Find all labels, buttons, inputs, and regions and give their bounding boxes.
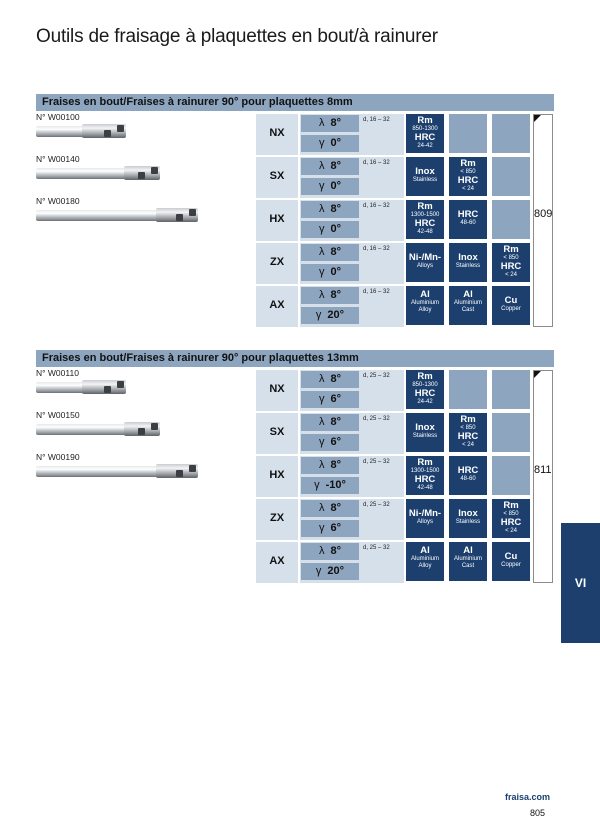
lambda-symbol: λ	[318, 117, 325, 129]
material-sub: 850-1300	[412, 382, 438, 388]
material-sub: Copper	[501, 306, 521, 312]
material-main: Inox	[458, 508, 478, 519]
gamma-symbol: γ	[318, 137, 325, 149]
tool-code: AX	[269, 555, 285, 567]
material-sub: Aluminium	[410, 556, 439, 562]
gamma-value: 0°	[330, 180, 342, 192]
material-sub: 1300-1500	[410, 468, 440, 474]
footer-site[interactable]: fraisa.com	[505, 792, 551, 802]
lambda-symbol: λ	[318, 459, 325, 471]
gamma-symbol: γ	[315, 565, 322, 577]
material-sub: Stainless	[412, 433, 438, 439]
gamma-symbol: γ	[318, 522, 325, 534]
material-sub-2: < 24	[462, 186, 474, 192]
insert-icon	[176, 470, 183, 477]
tool-image	[36, 208, 198, 222]
gamma-angle	[301, 434, 359, 451]
material-cell	[449, 499, 487, 538]
material-cell	[406, 499, 444, 538]
gamma-symbol: γ	[314, 479, 320, 491]
material-main: Ni-/Mn-	[408, 508, 442, 519]
material-sub: Aluminium	[453, 300, 482, 306]
item-number[interactable]: N° W00190	[36, 452, 80, 462]
gamma-value: 6°	[330, 436, 342, 448]
code-cell	[256, 200, 298, 241]
gamma-symbol: γ	[318, 223, 325, 235]
insert-icon	[189, 465, 196, 472]
material-main: Rm	[417, 115, 433, 126]
material-sub: 1300-1500	[410, 212, 440, 218]
material-main: Al	[463, 289, 473, 300]
diameter-range: d, 16 – 32	[363, 289, 390, 295]
page-title: Outils de fraisage à plaquettes en bout/à rainurer	[36, 26, 438, 47]
item-number[interactable]: N° W00150	[36, 410, 80, 420]
item-number[interactable]: N° W00140	[36, 154, 80, 164]
gamma-value: 0°	[330, 137, 342, 149]
gamma-value: 0°	[330, 266, 342, 278]
code-cell	[256, 542, 298, 583]
code-cell	[256, 456, 298, 497]
insert-icon	[138, 428, 145, 435]
material-cell	[406, 456, 444, 495]
material-main: Rm	[460, 158, 476, 169]
corner-arrow-icon	[534, 371, 541, 378]
code-cell	[256, 413, 298, 454]
material-sub-2: Cast	[461, 307, 475, 313]
code-cell	[256, 243, 298, 284]
tool-code: ZX	[269, 256, 285, 268]
material-cell	[492, 542, 530, 581]
material-sub: < 850	[460, 169, 476, 175]
lambda-value: 8°	[330, 289, 342, 301]
gamma-angle	[301, 178, 359, 195]
material-main: Rm	[417, 371, 433, 382]
tool-image	[36, 166, 160, 180]
page-reference-number[interactable]: 809	[534, 208, 553, 220]
lambda-symbol: λ	[318, 246, 325, 258]
material-sub: Stainless	[455, 519, 481, 525]
material-empty	[492, 114, 530, 153]
gamma-value: 6°	[330, 522, 342, 534]
material-main: Inox	[415, 166, 435, 177]
gamma-angle	[301, 563, 359, 580]
lambda-symbol: λ	[318, 373, 325, 385]
tool-code: HX	[269, 213, 285, 225]
material-sub: 48-60	[460, 220, 476, 226]
material-sub-2: 24-42	[417, 399, 433, 405]
gamma-value: 6°	[330, 393, 342, 405]
tool-image	[36, 422, 160, 436]
code-cell	[256, 499, 298, 540]
material-main-2: HRC	[457, 175, 479, 186]
code-cell	[256, 114, 298, 155]
gamma-symbol: γ	[318, 180, 325, 192]
page-reference-number[interactable]: 811	[534, 464, 552, 476]
material-main-2: HRC	[457, 431, 479, 442]
material-main: Rm	[460, 414, 476, 425]
material-sub-2: Alloy	[418, 563, 432, 569]
code-cell	[256, 286, 298, 327]
corner-arrow-icon	[534, 115, 541, 122]
material-main: Inox	[458, 252, 478, 263]
tool-code: NX	[269, 127, 285, 139]
page-reference-box[interactable]	[533, 114, 553, 327]
material-sub: < 850	[460, 425, 476, 431]
footer-page-number: 805	[530, 808, 546, 818]
lambda-symbol: λ	[318, 545, 325, 557]
tool-image	[36, 380, 126, 394]
lambda-value: 8°	[330, 160, 342, 172]
material-main-2: HRC	[500, 261, 522, 272]
material-sub: Alloys	[416, 519, 433, 525]
material-empty	[492, 157, 530, 196]
material-main: Inox	[415, 422, 435, 433]
material-cell	[406, 243, 444, 282]
material-cell	[406, 413, 444, 452]
material-empty	[492, 370, 530, 409]
material-sub-2: Alloy	[418, 307, 432, 313]
material-main: Rm	[503, 500, 519, 511]
gamma-angle	[301, 520, 359, 537]
lambda-value: 8°	[330, 416, 342, 428]
material-main: HRC	[457, 209, 479, 220]
material-sub-2: < 24	[505, 272, 517, 278]
lambda-value: 8°	[330, 246, 342, 258]
material-main: Rm	[503, 244, 519, 255]
gamma-value: 20°	[327, 309, 345, 321]
chapter-tab[interactable]: VI	[561, 523, 600, 643]
material-sub-2: 24-42	[417, 143, 433, 149]
material-cell	[406, 370, 444, 409]
material-sub: < 850	[503, 511, 519, 517]
section-2	[36, 350, 554, 590]
material-sub: Aluminium	[453, 556, 482, 562]
gamma-angle	[301, 135, 359, 152]
page-reference-box[interactable]	[533, 370, 553, 583]
item-number[interactable]: N° W00180	[36, 196, 80, 206]
tool-code: HX	[269, 469, 285, 481]
lambda-value: 8°	[330, 203, 342, 215]
material-cell	[406, 114, 444, 153]
tool-shank	[36, 210, 162, 221]
code-cell	[256, 157, 298, 198]
tool-image	[36, 124, 126, 138]
diameter-range: d, 16 – 32	[363, 160, 390, 166]
diameter-range: d, 25 – 32	[363, 545, 390, 551]
section-title: Fraises en bout/Fraises à rainurer 90° pour plaquettes 8mm	[36, 94, 554, 111]
lambda-value: 8°	[330, 502, 342, 514]
gamma-angle	[301, 477, 359, 494]
insert-icon	[104, 386, 111, 393]
lambda-value: 8°	[330, 373, 342, 385]
insert-icon	[176, 214, 183, 221]
material-sub-2: Cast	[461, 563, 475, 569]
insert-icon	[104, 130, 111, 137]
material-main-2: HRC	[414, 474, 436, 485]
material-sub: < 850	[503, 255, 519, 261]
material-main: Rm	[417, 457, 433, 468]
material-main-2: HRC	[414, 388, 436, 399]
material-cell	[449, 413, 487, 452]
gamma-angle	[301, 221, 359, 238]
material-main: HRC	[457, 465, 479, 476]
insert-icon	[117, 125, 124, 132]
lambda-angle	[301, 457, 359, 474]
tool-shank	[36, 168, 130, 179]
lambda-angle	[301, 158, 359, 175]
lambda-angle	[301, 201, 359, 218]
spec-table	[256, 114, 554, 329]
material-cell	[492, 243, 530, 282]
material-main: Al	[420, 545, 430, 556]
material-sub: Aluminium	[410, 300, 439, 306]
material-empty	[449, 114, 487, 153]
spec-table	[256, 370, 554, 585]
material-cell	[492, 499, 530, 538]
gamma-value: 0°	[330, 223, 342, 235]
gamma-angle	[301, 391, 359, 408]
material-cell	[449, 456, 487, 495]
lambda-symbol: λ	[318, 160, 325, 172]
insert-icon	[138, 172, 145, 179]
section-1	[36, 94, 554, 334]
lambda-angle	[301, 115, 359, 132]
insert-icon	[151, 423, 158, 430]
material-main: Ni-/Mn-	[408, 252, 442, 263]
diameter-range: d, 16 – 32	[363, 203, 390, 209]
section-title: Fraises en bout/Fraises à rainurer 90° pour plaquettes 13mm	[36, 350, 554, 367]
material-main: Cu	[504, 551, 518, 562]
lambda-angle	[301, 500, 359, 517]
gamma-angle	[301, 264, 359, 281]
lambda-symbol: λ	[318, 416, 325, 428]
tool-code: ZX	[269, 512, 285, 524]
material-empty	[449, 370, 487, 409]
material-main: Rm	[417, 201, 433, 212]
lambda-angle	[301, 371, 359, 388]
lambda-angle	[301, 287, 359, 304]
material-main: Cu	[504, 295, 518, 306]
material-main: Al	[463, 545, 473, 556]
insert-icon	[151, 167, 158, 174]
material-main-2: HRC	[414, 132, 436, 143]
gamma-angle	[301, 307, 359, 324]
tool-shank	[36, 126, 88, 137]
material-cell	[406, 286, 444, 325]
material-cell	[449, 157, 487, 196]
gamma-symbol: γ	[318, 393, 325, 405]
tool-code: SX	[269, 170, 285, 182]
tool-code: NX	[269, 383, 285, 395]
material-main-2: HRC	[414, 218, 436, 229]
tool-shank	[36, 424, 130, 435]
material-cell	[449, 243, 487, 282]
tool-shank	[36, 382, 88, 393]
item-number[interactable]: N° W00110	[36, 368, 79, 378]
gamma-symbol: γ	[318, 266, 325, 278]
tool-code: SX	[269, 426, 285, 438]
lambda-angle	[301, 543, 359, 560]
material-cell	[406, 157, 444, 196]
material-main: Al	[420, 289, 430, 300]
material-sub: Copper	[501, 562, 521, 568]
code-cell	[256, 370, 298, 411]
material-sub: Alloys	[416, 263, 433, 269]
material-empty	[492, 456, 530, 495]
lambda-symbol: λ	[318, 502, 325, 514]
material-cell	[406, 542, 444, 581]
material-cell	[449, 200, 487, 239]
material-sub: 850-1300	[412, 126, 438, 132]
material-cell	[406, 200, 444, 239]
lambda-value: 8°	[330, 117, 342, 129]
lambda-value: 8°	[330, 545, 342, 557]
lambda-angle	[301, 244, 359, 261]
diameter-range: d, 25 – 32	[363, 373, 390, 379]
material-sub-2: 42-48	[417, 229, 433, 235]
lambda-value: 8°	[330, 459, 342, 471]
gamma-value: -10°	[325, 479, 346, 491]
diameter-range: d, 25 – 32	[363, 416, 390, 422]
tool-image	[36, 464, 198, 478]
material-sub: 48-60	[460, 476, 476, 482]
material-cell	[449, 542, 487, 581]
insert-icon	[189, 209, 196, 216]
material-sub: Stainless	[455, 263, 481, 269]
gamma-value: 20°	[327, 565, 345, 577]
material-main-2: HRC	[500, 517, 522, 528]
lambda-symbol: λ	[318, 203, 325, 215]
item-number[interactable]: N° W00100	[36, 112, 80, 122]
diameter-range: d, 16 – 32	[363, 246, 390, 252]
material-sub: Stainless	[412, 177, 438, 183]
diameter-range: d, 25 – 32	[363, 459, 390, 465]
gamma-symbol: γ	[318, 436, 325, 448]
diameter-range: d, 16 – 32	[363, 117, 390, 123]
material-sub-2: < 24	[462, 442, 474, 448]
tool-shank	[36, 466, 162, 477]
material-cell	[449, 286, 487, 325]
insert-icon	[117, 381, 124, 388]
gamma-symbol: γ	[315, 309, 322, 321]
diameter-range: d, 25 – 32	[363, 502, 390, 508]
material-empty	[492, 200, 530, 239]
material-sub-2: < 24	[505, 528, 517, 534]
tool-code: AX	[269, 299, 285, 311]
lambda-symbol: λ	[318, 289, 325, 301]
material-cell	[492, 286, 530, 325]
material-empty	[492, 413, 530, 452]
material-sub-2: 42-48	[417, 485, 433, 491]
lambda-angle	[301, 414, 359, 431]
